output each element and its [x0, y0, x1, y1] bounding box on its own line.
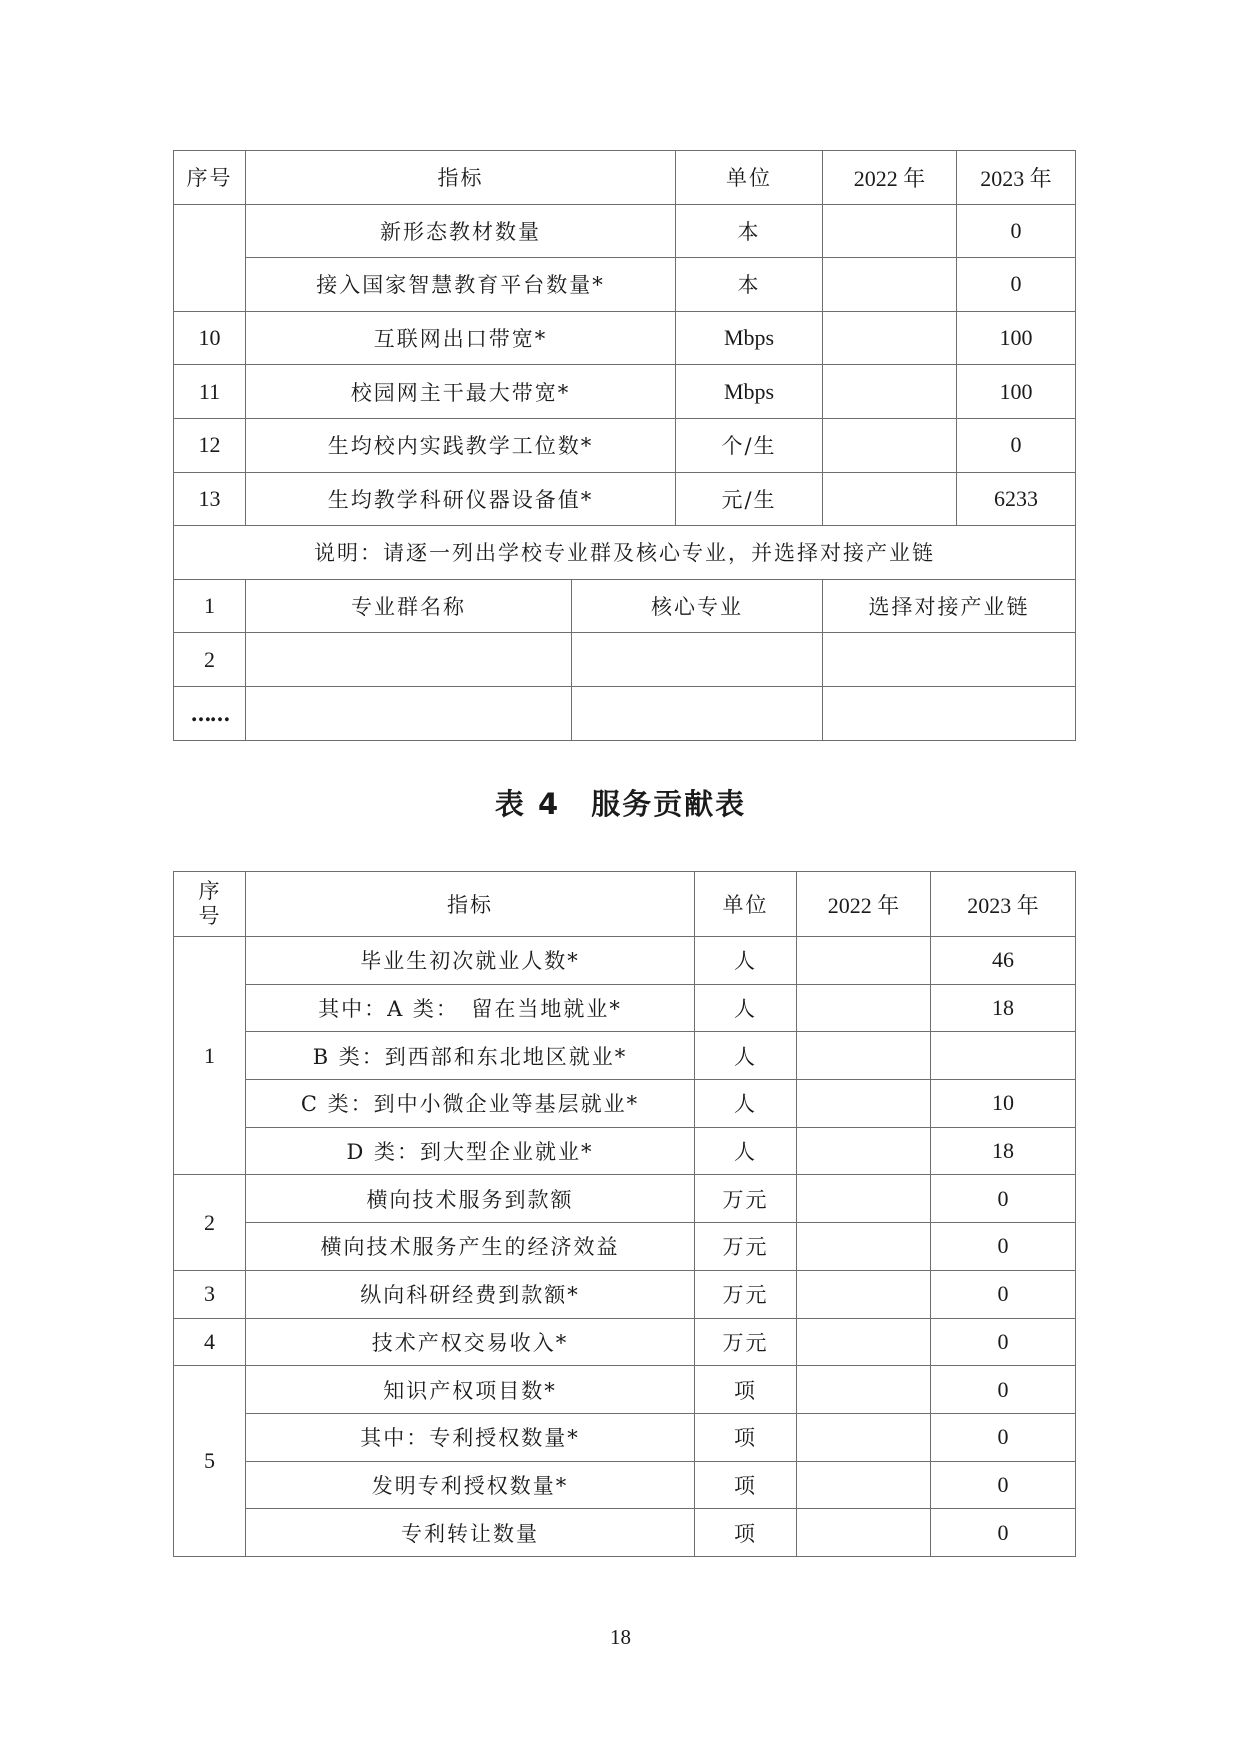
row-2022: [797, 984, 931, 1032]
group-seq: 4: [174, 1318, 246, 1366]
row-2023: 46: [931, 937, 1076, 985]
sub-seq: 2: [174, 633, 246, 687]
row-indicator: 其中：专利授权数量*: [246, 1413, 695, 1461]
row-indicator: 知识产权项目数*: [246, 1366, 695, 1414]
row-unit: Mbps: [676, 365, 823, 419]
row-2023: 0: [931, 1175, 1076, 1223]
row-indicator: 专利转让数量: [246, 1509, 695, 1557]
group-seq: 2: [174, 1175, 246, 1270]
infrastructure-table: [173, 150, 1076, 741]
table-row: [174, 472, 1076, 526]
table-row: [174, 1080, 1076, 1128]
header-unit: 单位: [676, 151, 823, 205]
row-indicator: C 类：到中小微企业等基层就业*: [246, 1080, 695, 1128]
subtable-row: [174, 686, 1076, 740]
row-unit: 人: [695, 1032, 797, 1080]
row-2023: 0: [931, 1413, 1076, 1461]
table-row: [174, 1175, 1076, 1223]
row-2022: [797, 1032, 931, 1080]
header-2022: 2022 年: [797, 872, 931, 937]
row-2022: [797, 1175, 931, 1223]
row-indicator: B 类：到西部和东北地区就业*: [246, 1032, 695, 1080]
row-seq: [174, 204, 246, 311]
table-row: [174, 1509, 1076, 1557]
sub-group: [246, 686, 572, 740]
sub-seq: 1: [174, 579, 246, 633]
subtable-row: [174, 633, 1076, 687]
row-2022: [823, 472, 957, 526]
row-unit: 本: [676, 258, 823, 312]
row-2022: [823, 311, 957, 365]
row-2023: [931, 1032, 1076, 1080]
table-row: [174, 1032, 1076, 1080]
row-indicator: 横向技术服务到款额: [246, 1175, 695, 1223]
row-2023: 18: [931, 984, 1076, 1032]
table-header-row: [174, 151, 1076, 205]
row-2023: 0: [931, 1366, 1076, 1414]
row-2022: [823, 204, 957, 258]
row-2023: 100: [957, 365, 1076, 419]
row-2022: [797, 1366, 931, 1414]
row-2023: 0: [957, 204, 1076, 258]
sub-seq: ……: [174, 686, 246, 740]
group-seq: 3: [174, 1270, 246, 1318]
row-2023: 0: [931, 1270, 1076, 1318]
table-row: [174, 418, 1076, 472]
header-2022: 2022 年: [823, 151, 957, 205]
row-indicator: 生均校内实践教学工位数*: [246, 418, 676, 472]
row-indicator: 校园网主干最大带宽*: [246, 365, 676, 419]
row-2022: [797, 1509, 931, 1557]
row-2023: 0: [931, 1461, 1076, 1509]
row-indicator: 横向技术服务产生的经济效益: [246, 1223, 695, 1271]
row-2023: 0: [957, 258, 1076, 312]
row-indicator: 新形态教材数量: [246, 204, 676, 258]
table-row: [174, 984, 1076, 1032]
row-2022: [797, 1270, 931, 1318]
row-2022: [823, 365, 957, 419]
row-2023: 100: [957, 311, 1076, 365]
row-unit: 万元: [695, 1318, 797, 1366]
header-indicator: 指标: [246, 151, 676, 205]
row-2022: [797, 1318, 931, 1366]
sub-header-group: 专业群名称: [246, 579, 572, 633]
row-unit: 万元: [695, 1223, 797, 1271]
table-row: [174, 1318, 1076, 1366]
row-unit: 项: [695, 1509, 797, 1557]
table-row: [174, 1413, 1076, 1461]
row-2023: 0: [957, 418, 1076, 472]
note-text: 说明：请逐一列出学校专业群及核心专业，并选择对接产业链: [174, 526, 1076, 580]
header-seq: [174, 872, 246, 937]
row-unit: 元/生: [676, 472, 823, 526]
table-row: [174, 1366, 1076, 1414]
row-indicator: D 类：到大型企业就业*: [246, 1127, 695, 1175]
row-unit: 项: [695, 1366, 797, 1414]
table-row: [174, 1223, 1076, 1271]
row-unit: 人: [695, 937, 797, 985]
service-contribution-table: [173, 871, 1076, 1557]
header-2023: 2023 年: [931, 872, 1076, 937]
row-2022: [797, 1461, 931, 1509]
table-row: [174, 937, 1076, 985]
row-2023: 18: [931, 1127, 1076, 1175]
row-2022: [797, 937, 931, 985]
row-unit: 人: [695, 984, 797, 1032]
row-indicator: 其中：A 类： 留在当地就业*: [246, 984, 695, 1032]
row-unit: 项: [695, 1461, 797, 1509]
row-2023: 0: [931, 1509, 1076, 1557]
sub-group: [246, 633, 572, 687]
subtable-header-row: [174, 579, 1076, 633]
row-indicator: 毕业生初次就业人数*: [246, 937, 695, 985]
table-row: [174, 258, 1076, 312]
row-unit: 个/生: [676, 418, 823, 472]
row-2022: [797, 1413, 931, 1461]
row-2022: [823, 258, 957, 312]
row-indicator: 接入国家智慧教育平台数量*: [246, 258, 676, 312]
group-seq: 5: [174, 1366, 246, 1557]
header-seq-text: 序号: [198, 878, 222, 928]
row-unit: 万元: [695, 1270, 797, 1318]
row-unit: 人: [695, 1127, 797, 1175]
row-indicator: 互联网出口带宽*: [246, 311, 676, 365]
sub-header-chain: 选择对接产业链: [823, 579, 1076, 633]
table-header-row: [174, 872, 1076, 937]
header-seq: 序号: [174, 151, 246, 205]
row-2023: 0: [931, 1223, 1076, 1271]
row-unit: Mbps: [676, 311, 823, 365]
row-indicator: 发明专利授权数量*: [246, 1461, 695, 1509]
sub-chain: [823, 686, 1076, 740]
note-row: [174, 526, 1076, 580]
table-row: [174, 311, 1076, 365]
table-row: [174, 204, 1076, 258]
row-seq: 12: [174, 418, 246, 472]
sub-core: [572, 686, 823, 740]
header-2023: 2023 年: [957, 151, 1076, 205]
header-unit: 单位: [695, 872, 797, 937]
row-indicator: 生均教学科研仪器设备值*: [246, 472, 676, 526]
group-seq: 1: [174, 937, 246, 1175]
row-unit: 人: [695, 1080, 797, 1128]
sub-chain: [823, 633, 1076, 687]
row-unit: 万元: [695, 1175, 797, 1223]
header-indicator: 指标: [246, 872, 695, 937]
row-seq: 11: [174, 365, 246, 419]
page-number: 18: [610, 1625, 631, 1649]
row-2023: 10: [931, 1080, 1076, 1128]
row-2022: [823, 418, 957, 472]
row-seq: 13: [174, 472, 246, 526]
row-indicator: 纵向科研经费到款额*: [246, 1270, 695, 1318]
row-2022: [797, 1080, 931, 1128]
table-row: [174, 1127, 1076, 1175]
sub-header-core: 核心专业: [572, 579, 823, 633]
table-4-title: 表 4 服务贡献表: [494, 787, 747, 821]
table-row: [174, 1270, 1076, 1318]
row-unit: 项: [695, 1413, 797, 1461]
sub-core: [572, 633, 823, 687]
row-unit: 本: [676, 204, 823, 258]
row-2022: [797, 1127, 931, 1175]
table-row: [174, 1461, 1076, 1509]
row-2023: 0: [931, 1318, 1076, 1366]
row-seq: 10: [174, 311, 246, 365]
row-2023: 6233: [957, 472, 1076, 526]
row-indicator: 技术产权交易收入*: [246, 1318, 695, 1366]
table-row: [174, 365, 1076, 419]
row-2022: [797, 1223, 931, 1271]
